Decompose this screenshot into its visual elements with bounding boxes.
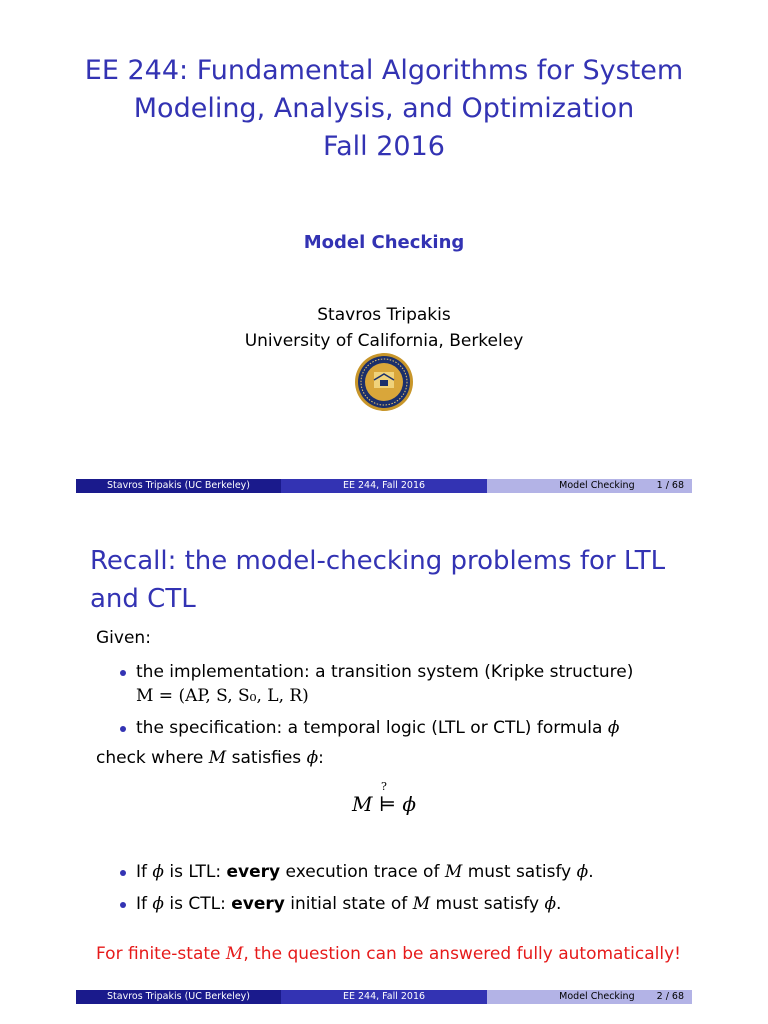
satisfaction-equation: M ⊨ ϕ — [351, 792, 417, 816]
bullet-text: the specification: a temporal logic (LTL or CTL) formula — [136, 718, 603, 738]
bullet-specification — [136, 718, 619, 738]
title-line-2: Modeling, Analysis, and Optimization — [133, 93, 635, 124]
phi-symbol: ϕ — [607, 718, 620, 738]
bullet-icon — [120, 726, 126, 732]
bullet-icon — [120, 870, 126, 876]
footer-topic-page — [487, 990, 692, 1004]
footer-bar — [76, 990, 692, 1004]
given-label: Given: — [96, 628, 151, 648]
footer-bar — [76, 479, 692, 493]
phi-symbol: ϕ — [306, 748, 319, 768]
slide-title — [0, 52, 768, 166]
bullet-implementation — [136, 662, 633, 682]
author-block — [0, 302, 768, 354]
footer-author: Stavros Tripakis (UC Berkeley) — [76, 990, 281, 1004]
author-name: Stavros Tripakis — [317, 305, 451, 325]
check-line — [96, 748, 324, 768]
footer-topic: Model Checking — [559, 480, 635, 491]
check-text: check where — [96, 748, 204, 768]
bullet-text: the implementation: a transition system (Kripke structure) — [136, 662, 634, 682]
bullet-icon — [120, 670, 126, 676]
footer-page-number: 2 / 68 — [656, 991, 684, 1002]
footer-course: EE 244, Fall 2016 — [281, 479, 487, 493]
footer-topic: Model Checking — [559, 991, 635, 1002]
check-text: satisfies — [231, 748, 302, 768]
title-line-1: EE 244: Fundamental Algorithms for System — [84, 55, 684, 86]
title-line-3: Fall 2016 — [323, 131, 445, 162]
slide-title: Recall: the model-checking problems for LTL and CTL — [90, 546, 666, 614]
slide-subtitle: Model Checking — [303, 232, 465, 253]
kripke-tuple: M = (AP, S, S₀, L, R) — [136, 686, 309, 706]
footer-course: EE 244, Fall 2016 — [281, 990, 487, 1004]
content-slide — [0, 512, 768, 1024]
finite-state-note: For finite-state M, the question can be answered fully automatically! — [96, 944, 681, 964]
footer-page-number: 1 / 68 — [656, 480, 684, 491]
author-affiliation: University of California, Berkeley — [244, 331, 524, 351]
uc-seal-icon — [354, 352, 414, 412]
bullet-ltl: If ϕ is LTL: every execution trace of M must satisfy ϕ. — [136, 862, 594, 882]
bullet-ctl: If ϕ is CTL: every initial state of M must satisfy ϕ. — [136, 894, 561, 914]
footer-author: Stavros Tripakis (UC Berkeley) — [76, 479, 281, 493]
colon: : — [318, 748, 324, 768]
footer-topic-page — [487, 479, 692, 493]
question-mark: ? — [381, 780, 387, 793]
bullet-icon — [120, 902, 126, 908]
math-M: M — [208, 748, 227, 768]
